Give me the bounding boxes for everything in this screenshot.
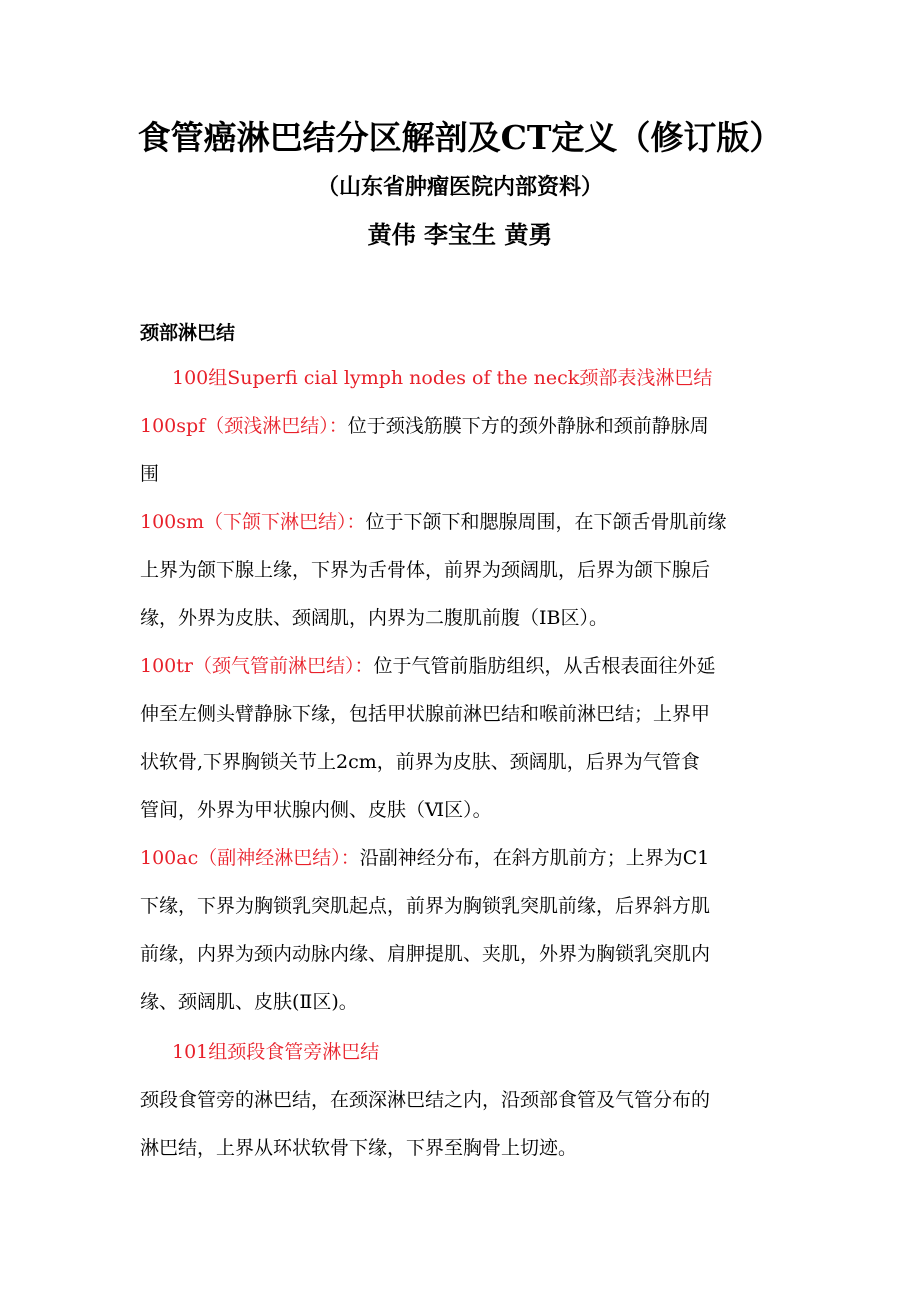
paragraph-100ac-line-3: 前缘，内界为颈内动脉内缘、肩胛提肌、夹肌，外界为胸锁乳突肌内 — [140, 943, 711, 965]
group-100-heading: 100组Superfi cial lymph nodes of the neck颈部表浅淋巴结 — [172, 367, 713, 389]
section-heading-neck-lymph-nodes: 颈部淋巴结 — [140, 322, 236, 344]
paragraph-100ac-line-1 — [140, 846, 785, 870]
paragraph-101-line-2: 淋巴结，上界从环状软骨下缘，下界至胸骨上切迹。 — [140, 1137, 578, 1159]
paragraph-100spf-line-2: 围 — [140, 463, 160, 485]
term-100tr: 100tr（颈气管前淋巴结）： — [140, 655, 374, 677]
text-100spf-1: 位于颈浅筋膜下方的颈外静脉和颈前静脉周 — [347, 415, 709, 437]
text-100sm-1: 位于下颌下和腮腺周围，在下颌舌骨肌前缘 — [365, 511, 727, 533]
paragraph-101-line-1: 颈段食管旁的淋巴结，在颈深淋巴结之内，沿颈部食管及气管分布的 — [140, 1089, 711, 1111]
term-100spf: 100spf（颈浅淋巴结）： — [140, 415, 348, 437]
paragraph-100ac-line-2: 下缘，下界为胸锁乳突肌起点，前界为胸锁乳突肌前缘，后界斜方肌 — [140, 895, 711, 917]
group-101-heading: 101组颈段食管旁淋巴结 — [172, 1041, 380, 1063]
paragraph-100spf-line-1 — [140, 414, 785, 438]
document-subtitle: （山东省肿瘤医院内部资料） — [316, 174, 603, 200]
paragraph-100tr-line-3: 状软骨,下界胸锁关节上2cm，前界为皮肤、颈阔肌，后界为气管食 — [140, 751, 700, 773]
paragraph-100tr-line-4: 管间，外界为甲状腺内侧、皮肤（Ⅵ区）。 — [140, 799, 492, 821]
text-100ac-1: 沿副神经分布，在斜方肌前方；上界为C1 — [359, 847, 710, 869]
paragraph-100sm-line-2: 上界为颌下腺上缘，下界为舌骨体，前界为颈阔肌，后界为颌下腺后 — [140, 559, 711, 581]
paragraph-100ac-line-4: 缘、颈阔肌、皮肤(Ⅱ区)。 — [140, 991, 358, 1013]
term-100ac: 100ac（副神经淋巴结）： — [140, 847, 360, 869]
paragraph-100tr-line-1 — [140, 654, 785, 678]
paragraph-100sm-line-1 — [140, 510, 785, 534]
text-100tr-1: 位于气管前脂肪组织，从舌根表面往外延 — [373, 655, 716, 677]
document-authors: 黄伟 李宝生 黄勇 — [367, 220, 553, 249]
document-title: 食管癌淋巴结分区解剖及CT定义（修订版） — [137, 118, 783, 157]
paragraph-100tr-line-2: 伸至左侧头臂静脉下缘，包括甲状腺前淋巴结和喉前淋巴结；上界甲 — [140, 703, 711, 725]
term-100sm: 100sm（下颌下淋巴结）： — [140, 511, 366, 533]
paragraph-100sm-line-3: 缘，外界为皮肤、颈阔肌，内界为二腹肌前腹（ⅠB区）。 — [140, 607, 608, 629]
